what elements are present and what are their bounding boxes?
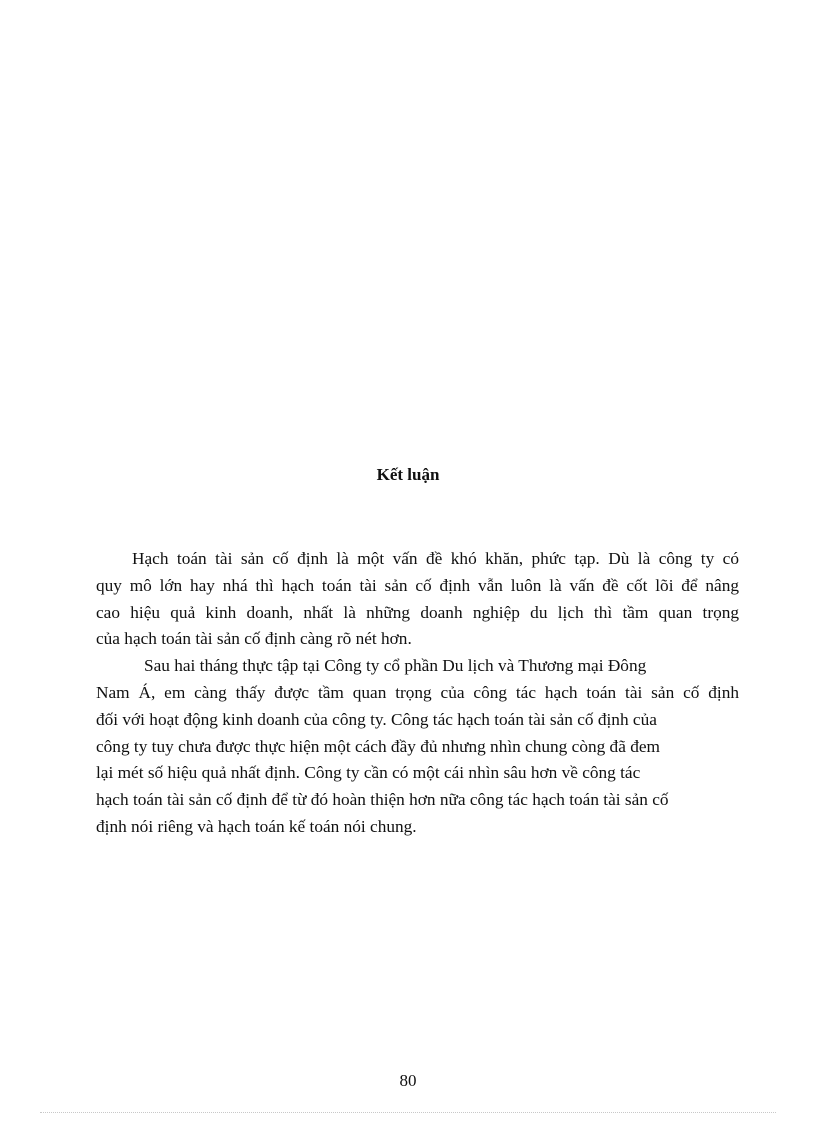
paragraph-line: đối với hoạt động kinh doanh của công ty. Công tác hạch toán tài sản cố định của — [96, 709, 657, 729]
page-number: 80 — [399, 1071, 417, 1090]
paragraph-line: lại mét số hiệu quả nhất định. Công ty cần có một cái nhìn sâu hơn về công tác — [96, 763, 641, 783]
body-text — [96, 546, 739, 841]
paragraph-1 — [96, 546, 739, 653]
paragraph-line: Nam Á, em càng thấy được tầm quan trọng của công tác hạch toán tài sản cố định — [96, 682, 739, 702]
paragraph-line: công ty tuy chưa được thực hiện một cách đầy đủ nhưng nhìn chung còng đã đem — [96, 736, 660, 756]
paragraph-line: hạch toán tài sản cố định để từ đó hoàn thiện hơn nữa công tác hạch toán tài sản cố — [96, 790, 669, 810]
paragraph-line: quy mô lớn hay nhá thì hạch toán tài sản cố định vẫn luôn là vấn đề cốt lõi để nâng — [96, 575, 739, 595]
footer-divider — [40, 1112, 776, 1113]
paragraph-line: định nói riêng và hạch toán kế toán nói chung. — [96, 816, 417, 836]
paragraph-line: Sau hai tháng thực tập tại Công ty cổ phần Du lịch và Thương mại Đông — [144, 656, 647, 676]
paragraph-line: của hạch toán tài sản cố định càng rõ nét hơn. — [96, 629, 412, 649]
paragraph-line: Hạch toán tài sản cố định là một vấn đề khó khăn, phức tạp. Dù là công ty có — [132, 549, 739, 568]
paragraph-line: cao hiệu quả kinh doanh, nhất là những doanh nghiệp du lịch thì tầm quan trọng — [96, 602, 739, 622]
paragraph-2 — [96, 653, 739, 841]
page-heading: Kết luận — [376, 465, 440, 484]
